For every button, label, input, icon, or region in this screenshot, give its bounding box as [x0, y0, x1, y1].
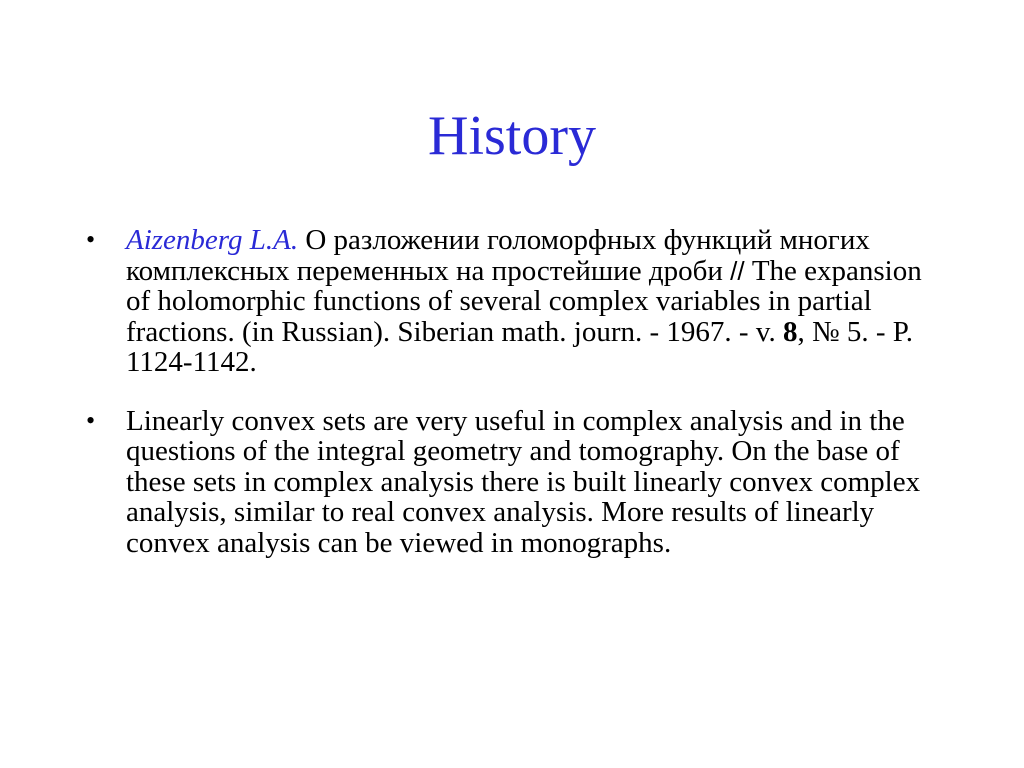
bullet-icon: •: [86, 225, 96, 254]
slide-title: History: [428, 105, 596, 167]
reference-title-en: The expansion of holomorphic functions of several complex variables in partial fractions. (in Russian). Siberian math. journ. - 1967. - v.: [126, 254, 922, 348]
reference-title-ru: О разложении голоморфных функций многих комплексных переменных на простейшие дроби: [126, 224, 870, 287]
reference-volume: 8: [782, 315, 798, 348]
reference-separator: //: [730, 255, 745, 286]
bullet-item-description: [84, 406, 944, 559]
bullet-list: [84, 225, 944, 558]
description-text: Linearly convex sets are very useful in complex analysis and in the questions of the integral geometry and tomography. On the base of these sets in complex analysis there is built linearly convex complex analysis, similar to real convex analysis. More results of linearly convex analysis can be viewed in monographs.: [126, 404, 921, 559]
reference-author: Aizenberg L.A.: [126, 224, 299, 256]
reference-tail: , № 5. - P. 1124-1142.: [126, 315, 913, 378]
bullet-item-reference: [84, 225, 944, 378]
bullet-icon: •: [86, 405, 96, 435]
